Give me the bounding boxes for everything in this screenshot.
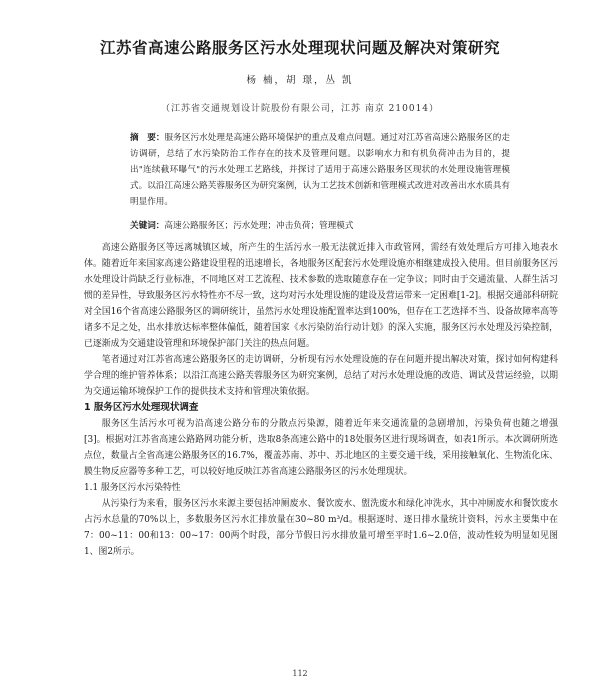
section-paragraph: 服务区生活污水可视为沿高速公路分布的分散点污染源，随着近年来交通流量的急剧增加，污染负荷也随之增强[3]。根据对江苏省高速公路路网功能分析，选取8条高速公路中的18处服务区进行现场调查，如表1所示。本次调研所选点位，数量占全省高速公路服务区的16.7%，覆盖苏南、苏中、苏北地区的主要交通干线，采用接触氧化、生物流化床、膜生物反应器等多种工艺，可以较好地反映江苏省高速公路服务区的污水处理现状。 (84, 419, 558, 477)
keywords (130, 219, 510, 233)
subsection-heading: 1.1 服务区污水污染特性 (84, 483, 181, 493)
paper-title: 江苏省高速公路服务区污水处理现状问题及解决对策研究 (99, 39, 500, 57)
author-list: 杨 楠，胡 璟，丛 凯 (246, 75, 354, 86)
intro-paragraph: 高速公路服务区等远离城镇区域，所产生的生活污水一般无法就近排入市政管网，需经有效处理后方可排入地表水体。随着近年来国家高速公路建设里程的迅速增长，各地服务区配套污水处理设施亦相继建成投入使用。但目前服务区污水处理设计尚缺乏行业标准，不同地区对工艺流程、技术参数的选取随意存在一定争议；同时由于交通流量、人群生活习惯的差异性，导致服务区污水特性亦不尽一致，这均对污水处理设施的建设及营运带来一定困难[1-2]。根据交通部科研院对全国16个省高速公路服务区的调研统计，虽然污水处理设施配置率达到100%，但存在工艺选择不当、设备故障率高等诸多不足之处，出水排放达标率整体偏低，随着国家《水污染防治行动计划》的深入实施，服务区污水处理及污染控制，已逐渐成为交通建设管理和环境保护部门关注的热点问题。 (84, 243, 558, 349)
page-number: 112 (292, 669, 308, 678)
abstract (130, 130, 510, 210)
intro-paragraph: 笔者通过对江苏省高速公路服务区的走访调研，分析现有污水处理设施的存在问题并提出解决对策，探讨如何构建科学合理的维护管养体系；以沿江高速公路芙蓉服务区为研究案例，总结了对污水处理设施的改造、调试及营运经验，以期为交通运输环境保护工作的提供技术支持和管理决策依据。 (84, 355, 558, 397)
keywords-text: 高速公路服务区；污水处理；冲击负荷；管理模式 (164, 221, 354, 231)
subsection-paragraph: 从污染行为来看，服务区污水来源主要包括冲厕废水、餐饮废水、盥洗废水和绿化冲洗水，其中冲厕废水和餐饮废水占污水总量的70%以上，多数服务区污水汇排放量在30~80 m³/d。根据逐时、逐日排水量统计资料，污水主要集中在7：00~11：00和13：00~17：00两个时段，部分节假日污水排放量可增至平时1.6~2.0倍，波动性较为明显如见图1、图2所示。 (84, 499, 558, 557)
paper-body (84, 240, 558, 560)
author-affiliation: （江苏省交通规划设计院股份有限公司，江苏 南京 210014） (160, 104, 440, 114)
abstract-text: 服务区污水处理是高速公路环境保护的重点及难点问题。通过对江苏省高速公路服务区的走访调研，总结了水污染防治工作存在的技术及管理问题。以影响水力和有机负荷冲击为目的，提出"连续截环曝气"的污水处理工艺路线，并探讨了适用于高速公路服务区现状的水处理设施管理模式。以沿江高速公路芙蓉服务区为研究案例，认为工艺技术创新和管理模式改进对改善出水水质具有明显作用。 (130, 133, 510, 207)
abstract-label: 摘 要： (130, 133, 165, 143)
keywords-label: 关键词： (130, 221, 165, 231)
section-heading: 1 服务区污水处理现状调查 (84, 402, 199, 413)
